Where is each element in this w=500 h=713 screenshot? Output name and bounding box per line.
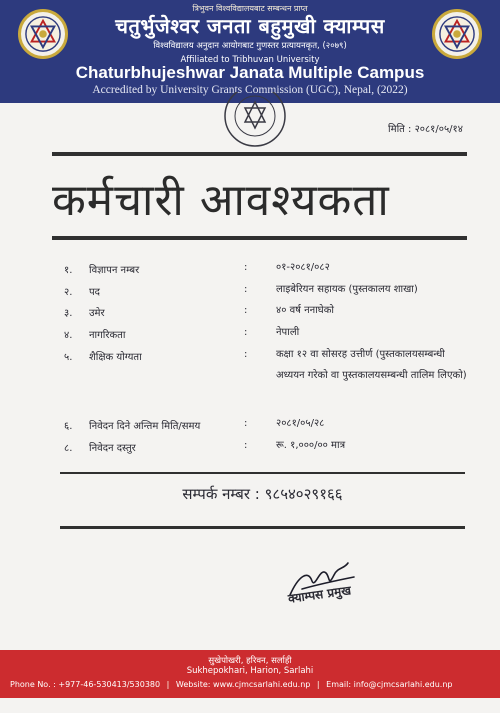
detail-label: उमेर bbox=[89, 308, 105, 319]
detail-colon: : bbox=[244, 327, 248, 338]
detail-value: २०८१/०५/२८ bbox=[276, 418, 325, 429]
detail-colon: : bbox=[244, 418, 248, 429]
detail-number: ३. bbox=[64, 308, 73, 319]
contact-top-rule bbox=[60, 472, 465, 474]
notice-date: मिति : २०८१/०५/१४ bbox=[388, 124, 463, 135]
signatory-title: क्याम्पस प्रमुख bbox=[287, 583, 352, 606]
detail-label: विज्ञापन नम्बर bbox=[89, 265, 140, 276]
detail-colon: : bbox=[244, 305, 248, 316]
detail-number: ५. bbox=[64, 352, 73, 363]
detail-label: निवेदन दिने अन्तिम मिति/समय bbox=[89, 421, 201, 432]
detail-value: रू. १,०००/०० मात्र bbox=[276, 440, 346, 451]
campus-seal-stamp bbox=[217, 92, 293, 152]
detail-label: नागरिकता bbox=[89, 330, 126, 341]
emblem-icon bbox=[24, 15, 62, 53]
university-line: त्रिभुवन विश्वविद्यालयबाट सम्बन्धन प्राप्त bbox=[192, 4, 308, 13]
detail-label: निवेदन दस्तुर bbox=[89, 443, 136, 454]
emblem-icon bbox=[438, 15, 476, 53]
footer-address-english: Sukhepokhari, Harion, Sarlahi bbox=[186, 666, 314, 676]
contact-bottom-rule bbox=[60, 526, 465, 529]
detail-number: ६. bbox=[64, 421, 73, 432]
footer-separator: | bbox=[316, 680, 320, 689]
detail-number: २. bbox=[64, 287, 73, 298]
detail-colon: : bbox=[244, 440, 248, 451]
detail-colon: : bbox=[244, 284, 248, 295]
footer-website-link[interactable]: Website: www.cjmcsarlahi.edu.np bbox=[175, 680, 311, 689]
detail-label: पद bbox=[89, 287, 100, 298]
notice-title: कर्मचारी आवश्यकता bbox=[52, 175, 390, 226]
affiliation-line: Affiliated to Tribhuvan University bbox=[180, 55, 320, 65]
detail-number: १. bbox=[64, 265, 73, 276]
accreditation-line: Accredited by University Grants Commission (UGC), Nepal, (2022) bbox=[92, 84, 408, 96]
detail-number: ८. bbox=[64, 443, 73, 454]
detail-label: शैक्षिक योग्यता bbox=[89, 352, 142, 363]
detail-value: कक्षा १२ वा सोसरह उत्तीर्ण (पुस्तकालयसम्बन्धी अध्ययन गरेको वा पुस्तकालयसम्बन्धी तालिम लिएको) bbox=[276, 349, 467, 381]
title-bottom-rule bbox=[52, 236, 467, 240]
campus-logo-left bbox=[18, 9, 68, 59]
contact-number: सम्पर्क नम्बर : ९८५४०२९१६६ bbox=[182, 485, 343, 503]
footer-address-nepali: सुखेपोखरी, हरिवन, सर्लाही bbox=[208, 656, 292, 666]
footer-contact-line bbox=[10, 680, 490, 689]
funding-line: विश्वविद्यालय अनुदान आयोगबाट गुणस्तर प्रत्यायनकृत, (२०७९) bbox=[153, 41, 347, 51]
detail-value: ०१-२०८१/०८२ bbox=[276, 262, 330, 273]
footer-phone: Phone No. : +977-46-530413/530380 bbox=[10, 680, 161, 689]
detail-value: लाइबेरियन सहायक (पुस्तकालय शाखा) bbox=[276, 284, 418, 295]
footer-email-link[interactable]: Email: info@cjmcsarlahi.edu.np bbox=[326, 680, 453, 689]
accreditation-logo-right bbox=[432, 9, 482, 59]
title-top-rule bbox=[52, 152, 467, 156]
footer-separator: | bbox=[166, 680, 170, 689]
detail-value: ४० वर्ष ननाघेको bbox=[276, 305, 334, 316]
campus-name-english: Chaturbhujeshwar Janata Multiple Campus bbox=[75, 63, 425, 82]
detail-number: ४. bbox=[64, 330, 73, 341]
campus-name-nepali: चतुर्भुजेश्वर जनता बहुमुखी क्याम्पस bbox=[115, 14, 385, 38]
detail-colon: : bbox=[244, 349, 248, 360]
detail-colon: : bbox=[244, 262, 248, 273]
detail-value: नेपाली bbox=[276, 327, 300, 338]
